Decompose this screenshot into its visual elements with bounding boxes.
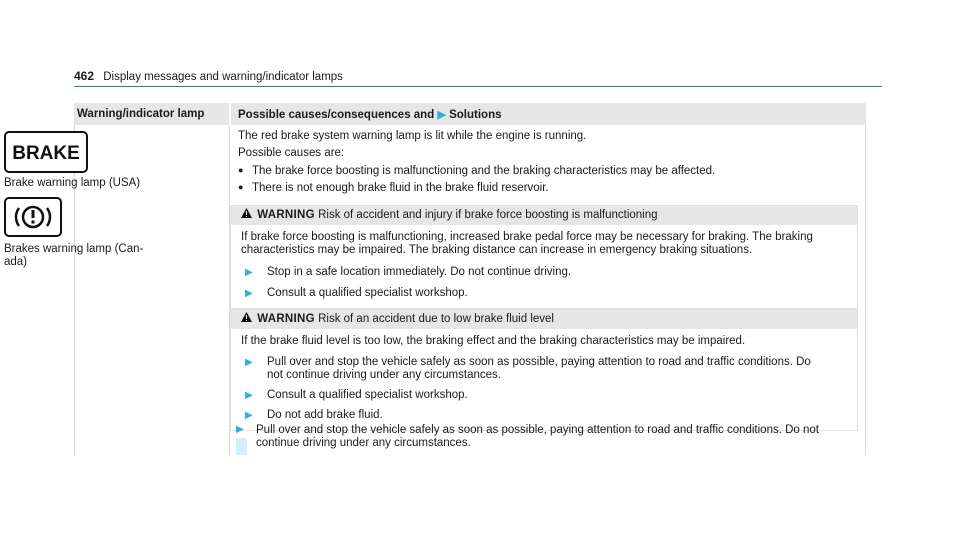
warning-body-line: characteristics may be impaired. The braking distance can increase in emergency braking situations. [241,244,753,256]
column-header-solutions-suffix: Solutions [449,109,502,121]
final-step [256,424,819,450]
final-step-line: Pull over and stop the vehicle safely as soon as possible, paying attention to road and traffic conditions. Do not [256,424,819,436]
bullet-dot: ● [238,165,244,175]
cause-text: The brake force boosting is malfunctioning and the braking characteristics may be affected. [252,165,716,177]
warning-triangle-icon [241,310,254,329]
cause-item [238,164,715,178]
brake-warning-circle-icon [4,197,62,237]
warning-step-text-cont: not continue driving under any circumstances. [267,369,501,381]
warning-step-text: Consult a qualified specialist workshop. [267,287,468,299]
arrow-right-icon: ▶ [245,410,253,421]
warning-label: WARNING [257,313,315,325]
table-header-row [74,103,866,125]
warning-step-text: Do not add brake fluid. [267,409,383,421]
brake-lamp-label: Brake warning lamp (USA) [4,177,141,189]
warning-triangle-icon [241,206,254,225]
brakes-lamp-label-line2: ada) [4,256,28,268]
brakes-lamp-label-line1: Brakes warning lamp (Can- [4,243,144,255]
page-number: 462 [74,69,95,83]
warning-title: Risk of an accident due to low brake fluid level [318,313,554,325]
arrow-right-icon: ▶ [236,424,244,435]
arrow-right-icon: ▶ [245,267,253,278]
table-right-border [865,125,866,455]
final-step-line: continue driving under any circumstances. [256,437,471,449]
warning-header [231,310,857,329]
warning-body [231,225,857,308]
warning-header [231,206,857,225]
arrow-right-icon: ▶ [245,357,253,368]
column-header-solutions-text: Possible causes/consequences and [238,109,435,121]
warning-body-line: If brake force boosting is malfunctioning, increased brake pedal force may be necessary for braking. The braking [241,231,813,243]
warning-step [241,356,847,382]
warning-step [241,266,847,279]
page-title: Display messages and warning/indicator lamps [103,71,343,83]
cause-item [238,181,549,195]
column-header-solutions [238,108,502,121]
step-highlight-bar [236,438,247,455]
warning-title: Risk of accident and injury if brake force boosting is malfunctioning [318,209,658,221]
arrow-right-icon: ▶ [437,109,446,121]
cause-text: There is not enough brake fluid in the brake fluid reservoir. [252,182,549,194]
arrow-right-icon: ▶ [245,390,253,401]
warning-step-text: Stop in a safe location immediately. Do not continue driving. [267,266,572,278]
header-divider [74,86,882,87]
warning-box [230,309,858,431]
warning-label: WARNING [257,209,315,221]
brake-lamp-text: BRAKE [12,143,80,164]
table-left-border [74,125,75,455]
column-header-lamp: Warning/indicator lamp [77,108,205,120]
brake-lamp-icon [4,131,88,173]
warning-step-text: Consult a qualified specialist workshop. [267,389,468,401]
warning-step [241,389,847,402]
warning-step-text: Pull over and stop the vehicle safely as soon as possible, paying attention to road and traffic conditions. Do [267,356,811,368]
bullet-dot: ● [238,182,244,192]
warning-step [241,287,847,300]
page-header [74,69,882,85]
warning-body [231,329,857,430]
warning-step [241,409,847,422]
intro-text: The red brake system warning lamp is lit while the engine is running. [238,130,587,142]
warning-box [230,205,858,309]
warning-body-line: If the brake fluid level is too low, the braking effect and the braking characteristics may be impaired. [241,335,746,347]
brakes-lamp-label [4,243,143,269]
causes-label: Possible causes are: [238,147,345,159]
arrow-right-icon: ▶ [245,288,253,299]
